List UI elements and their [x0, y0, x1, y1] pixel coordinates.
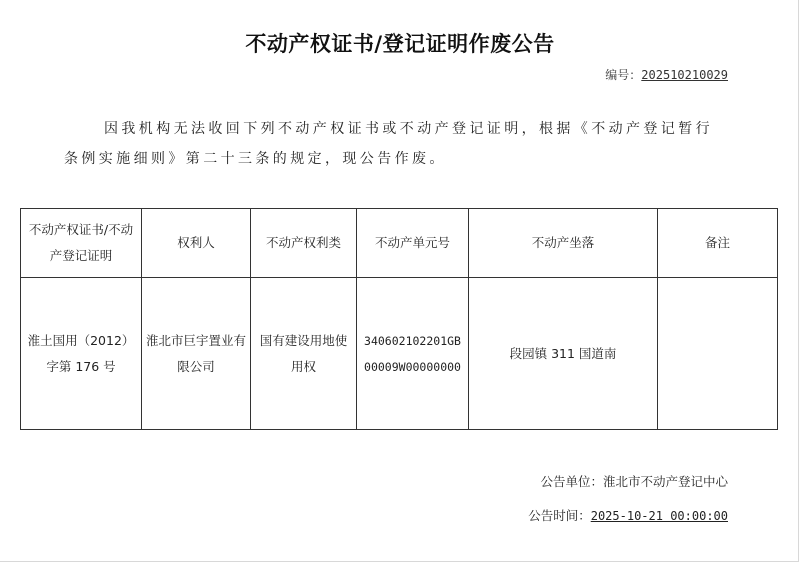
- cell-unit-no: 340602102201GB00009W00000000: [357, 278, 469, 430]
- header-unit-no: 不动产单元号: [357, 209, 469, 278]
- notice-title: 不动产权证书/登记证明作废公告: [245, 32, 555, 56]
- notice-body: 因我机构无法收回下列不动产权证书或不动产登记证明，根据《不动产登记暂行条例实施细则》第二十三条的规定，现公告作废。: [64, 121, 713, 167]
- document-number-label: 编号：: [605, 68, 642, 82]
- header-location: 不动产坐落: [469, 209, 658, 278]
- header-remark: 备注: [658, 209, 778, 278]
- notice-time: [528, 506, 728, 524]
- issuing-unit-label: 公告单位：: [540, 474, 603, 489]
- cell-certificate: 淮土国用（2012）字第 176 号: [21, 278, 142, 430]
- records-table: [20, 208, 778, 430]
- cell-remark: [658, 278, 778, 430]
- header-certificate: 不动产权证书/不动产登记证明: [21, 209, 142, 278]
- issuing-unit-value: 淮北市不动产登记中心: [602, 474, 728, 489]
- cell-location: 段园镇 311 国道南: [469, 278, 658, 430]
- cell-right-type: 国有建设用地使用权: [251, 278, 357, 430]
- issuing-unit: [540, 472, 728, 490]
- cell-right-holder: 淮北市巨宇置业有限公司: [142, 278, 251, 430]
- table-row: [21, 278, 778, 430]
- header-right-holder: 权利人: [142, 209, 251, 278]
- document-number-value: 202510210029: [641, 68, 728, 82]
- table-header-row: [21, 209, 778, 278]
- notice-time-value: 2025-10-21 00:00:00: [590, 509, 728, 523]
- document-number: [605, 66, 728, 83]
- header-right-type: 不动产权利类: [251, 209, 357, 278]
- notice-time-label: 公告时间：: [528, 508, 591, 523]
